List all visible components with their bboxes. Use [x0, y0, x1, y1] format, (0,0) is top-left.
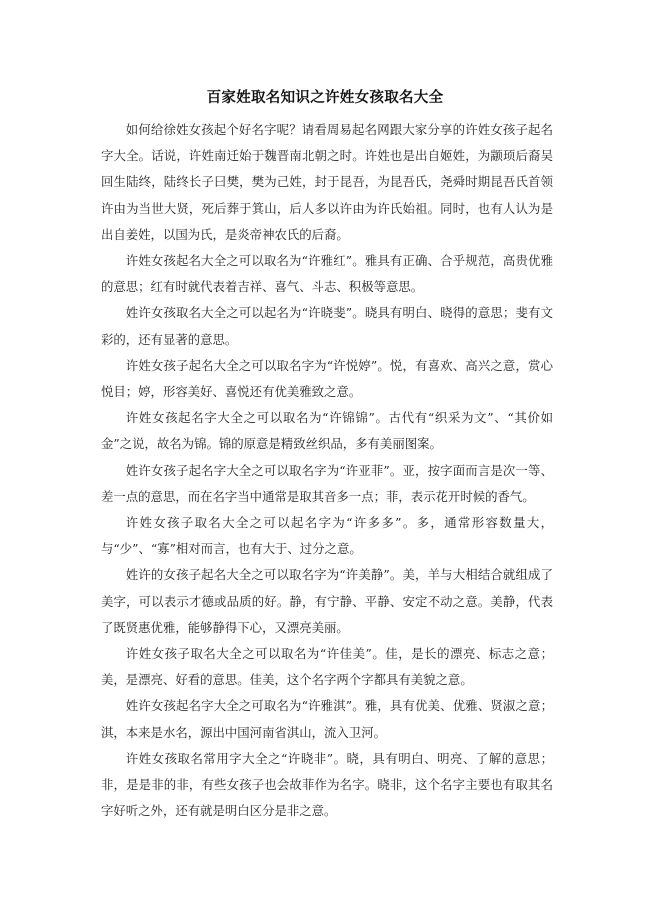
paragraph-xu-xiaofei: 许姓女孩取名常用字大全之“许晓非”。晓，具有明白、明亮、了解的意思；非，是是非的非，有些女孩子也会故菲作为名字。晓非，这个名字主要也有取其名字好听之外，还有就是明白区分是非之意。	[101, 750, 553, 819]
document-body	[101, 117, 553, 824]
paragraph-xu-yafei: 姓许女孩子起名字大全之可以取名字为“许亚菲”。亚，按字面而言是次一等、差一点的意思，而在名字当中通常是取其音多一点；菲，表示花开时候的香气。	[101, 462, 553, 504]
paragraph-xu-jiamei: 许姓女孩子取名大全之可以取名为“许佳美”。佳，是长的漂亮、标志之意；美，是漂亮、好看的意思。佳美，这个名字两个字都具有美貌之意。	[101, 646, 553, 688]
paragraph-intro: 如何给徐姓女孩起个好名字呢？请看周易起名网跟大家分享的许姓女孩子起名字大全。话说，许姓南迁始于魏晋南北朝之时。许姓也是出自姬姓，为颛顼后裔吴回生陆终，陆终长子曰樊，樊为己姓，封于昆吾，为昆吾氏，尧舜时期昆吾氏首领许由为当世大贤，死后葬于箕山，后人多以许由为许氏始祖。同时，也有人认为是出自姜姓，以国为氏，是炎帝神农氏的后裔。	[101, 122, 553, 242]
paragraph-xu-yaqi: 姓许女孩起名字大全之可取名为“许雅淇”。雅，具有优美、优雅、贤淑之意；淇，本来是水名，源出中国河南省淇山，流入卫河。	[101, 698, 553, 740]
paragraph-xu-yahong: 许姓女孩起名大全之可以取名为“许雅红”。雅具有正确、合乎规范，高贵优雅的意思；红有时就代表着吉祥、喜气、斗志、积极等意思。	[101, 253, 553, 295]
paragraph-xu-yueting: 许姓女孩子起名大全之可以取名字为“许悦婷”。悦，有喜欢、高兴之意，赏心悦目；婷，形容美好、喜悦还有优美雅致之意。	[101, 357, 553, 400]
paragraph-xu-duoduo: 许姓女孩子取名大全之可以起名字为“许多多”。多，通常形容数量大，与“少”、“寡”相对而言，也有大于、过分之意。	[101, 515, 553, 557]
paragraph-xu-jinjin: 许姓女孩起名字大全之可以取名为“许锦锦”。古代有“织采为文”、“其价如金”之说，故名为锦。锦的原意是精致丝织品，多有美丽图案。	[101, 410, 553, 452]
paragraph-xu-meijing: 姓许的女孩子起名大全之可以取名字为“许美静”。美，羊与大相结合就组成了美字，可以表示才德或品质的好。静，有宁静、平静、安定不动之意。美静，代表了既贤惠优雅，能够静得下心，又漂亮美丽。	[101, 567, 553, 635]
document-title: 百家姓取名知识之许姓女孩取名大全	[206, 89, 444, 106]
paragraph-xu-xiaofei-2: 姓许女孩取名大全之可以起名为“许晓斐”。晓具有明白、晓得的意思；斐有文彩的，还有显著的意思。	[101, 305, 553, 347]
